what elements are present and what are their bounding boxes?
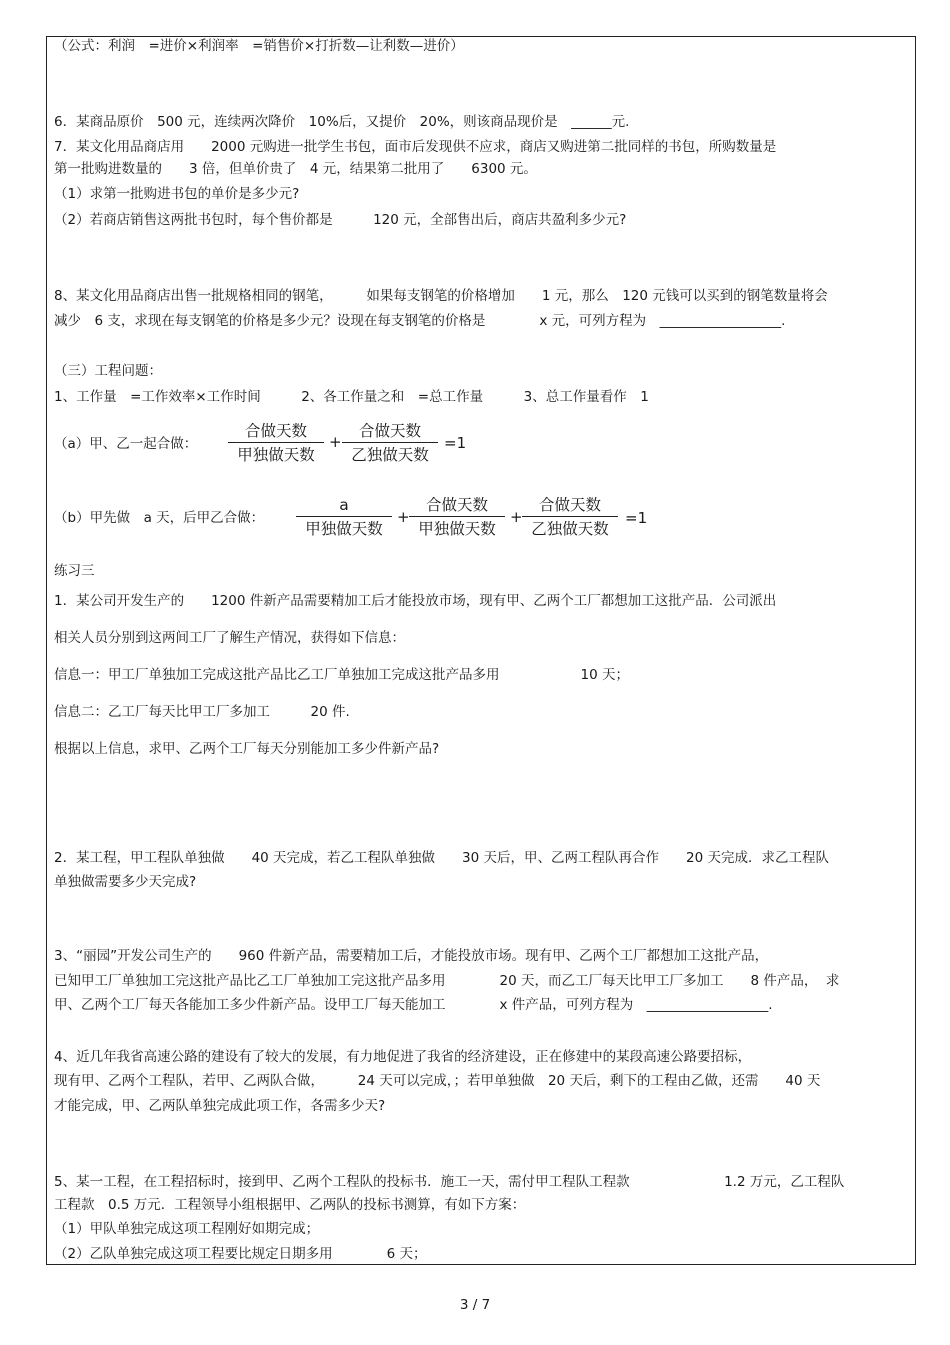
fraction-denominator: 甲独做天数 bbox=[237, 446, 315, 464]
fraction-numerator: a bbox=[339, 496, 349, 514]
fraction-denominator: 乙独做天数 bbox=[351, 446, 429, 464]
practice-3-line-3: 甲、乙两个工厂每天各能加工多少件新产品。设甲工厂每天能加工 x 件产品，可列方程为 __________________. bbox=[54, 997, 773, 1013]
equals-one: =1 bbox=[444, 434, 467, 452]
practice-5-line-1: 5、某一工程，在工程招标时，接到甲、乙两个工程队的投标书．施工一天，需付甲工程队工程款 1.2 万元，乙工程队 bbox=[54, 1174, 845, 1190]
practice-1-info-2: 信息二：乙工厂每天比甲工厂多加工 20 件. bbox=[54, 704, 350, 720]
question-7-part-2: （2）若商店销售这两批书包时，每个售价都是 120 元，全部售出后，商店共盈利多少元? bbox=[54, 212, 627, 228]
formula-a-term-1 bbox=[226, 420, 326, 465]
practice-2-line-2: 单独做需要多少天完成? bbox=[54, 874, 197, 890]
practice-2-line-1: 2．某工程，甲工程队单独做 40 天完成，若乙工程队单独做 30 天后，甲、乙两工程队再合作 20 天完成．求乙工程队 bbox=[54, 850, 829, 866]
plus-sign: + bbox=[510, 508, 523, 526]
formula-b-term-3 bbox=[520, 494, 620, 539]
fraction-denominator: 甲独做天数 bbox=[305, 520, 383, 538]
fraction-numerator: 合做天数 bbox=[538, 496, 601, 514]
equals-one: =1 bbox=[625, 509, 648, 527]
fraction-numerator: 合做天数 bbox=[425, 496, 488, 514]
plus-sign: + bbox=[329, 433, 342, 451]
practice-1-info-1: 信息一：甲工厂单独加工完成这批产品比乙工厂单独加工完成这批产品多用 10 天； bbox=[54, 667, 629, 683]
practice-1-question: 根据以上信息，求甲、乙两个工厂每天分别能加工多少件新产品? bbox=[54, 741, 440, 757]
fraction-numerator: 合做天数 bbox=[358, 422, 421, 440]
question-7-part-1: （1）求第一批购进书包的单价是多少元? bbox=[54, 186, 300, 202]
practice-5-plan-1: （1）甲队单独完成这项工程刚好如期完成； bbox=[54, 1221, 320, 1237]
practice-3-line-1: 3、“丽园”开发公司生产的 960 件新产品，需要精加工后，才能投放市场。现有甲、乙两个工厂都想加工这批产品， bbox=[54, 948, 769, 964]
practice-3-line-2: 已知甲工厂单独加工完这批产品比乙工厂单独加工完这批产品多用 20 天，而乙工厂每天比甲工厂多加工 8 件产品， 求 bbox=[54, 973, 840, 989]
formula-b-term-1 bbox=[294, 494, 394, 539]
formula-a-term-2 bbox=[340, 420, 440, 465]
practice-1-line-1: 1．某公司开发生产的 1200 件新产品需要精加工后才能投放市场，现有甲、乙两个工厂都想加工这批产品．公司派出 bbox=[54, 593, 777, 609]
practice-4-line-3: 才能完成，甲、乙两队单独完成此项工作，各需多少天? bbox=[54, 1098, 386, 1114]
fraction-denominator: 乙独做天数 bbox=[531, 520, 609, 538]
plus-sign: + bbox=[397, 508, 410, 526]
practice-3-heading: 练习三 bbox=[54, 563, 95, 579]
fraction-numerator: 合做天数 bbox=[244, 422, 307, 440]
question-6: 6．某商品原价 500 元，连续两次降价 10%后，又提价 20%，则该商品现价是 ______元. bbox=[54, 114, 630, 130]
fraction-denominator: 甲独做天数 bbox=[418, 520, 496, 538]
formula-b-term-2 bbox=[407, 494, 507, 539]
practice-4-line-2: 现有甲、乙两个工程队，若甲、乙两队合做， 24 天可以完成，；若甲单独做 20 天后，剩下的工程由乙做，还需 40 天 bbox=[54, 1073, 821, 1089]
practice-5-line-2: 工程款 0.5 万元．工程领导小组根据甲、乙两队的投标书测算，有如下方案： bbox=[54, 1197, 526, 1213]
practice-5-plan-2: （2）乙队单独完成这项工程要比规定日期多用 6 天； bbox=[54, 1246, 427, 1262]
section-3-heading: （三）工程问题： bbox=[54, 363, 162, 379]
question-8-line-1: 8、某文化用品商店出售一批规格相同的钢笔， 如果每支钢笔的价格增加 1 元，那么 120 元钱可以买到的钢笔数量将会 bbox=[54, 288, 828, 304]
page-number: 3 / 7 bbox=[459, 1297, 491, 1313]
question-7-line-2: 第一批购进数量的 3 倍，但单价贵了 4 元，结果第二批用了 6300 元。 bbox=[54, 161, 537, 177]
practice-4-line-1: 4、近几年我省高速公路的建设有了较大的发展，有力地促进了我省的经济建设，正在修建中的某段高速公路要招标， bbox=[54, 1049, 752, 1065]
profit-formula-line: （公式：利润 =进价×利润率 =销售价×打折数—让利数—进价） bbox=[54, 38, 464, 54]
formula-a-label: （a）甲、乙一起合做： bbox=[54, 436, 198, 452]
formula-b-label: （b）甲先做 a 天，后甲乙合做： bbox=[54, 510, 265, 526]
practice-1-line-2: 相关人员分别到这两间工厂了解生产情况，获得如下信息： bbox=[54, 630, 405, 646]
question-8-line-2: 减少 6 支，求现在每支钢笔的价格是多少元？设现在每支钢笔的价格是 x 元，可列方程为 __________________. bbox=[54, 313, 786, 329]
question-7-line-1: 7．某文化用品商店用 2000 元购进一批学生书包，面市后发现供不应求，商店又购进第二批同样的书包，所购数量是 bbox=[54, 139, 777, 155]
work-rules-line: 1、工作量 =工作效率×工作时间 2、各工作量之和 =总工作量 3、总工作量看作 1 bbox=[54, 389, 649, 405]
